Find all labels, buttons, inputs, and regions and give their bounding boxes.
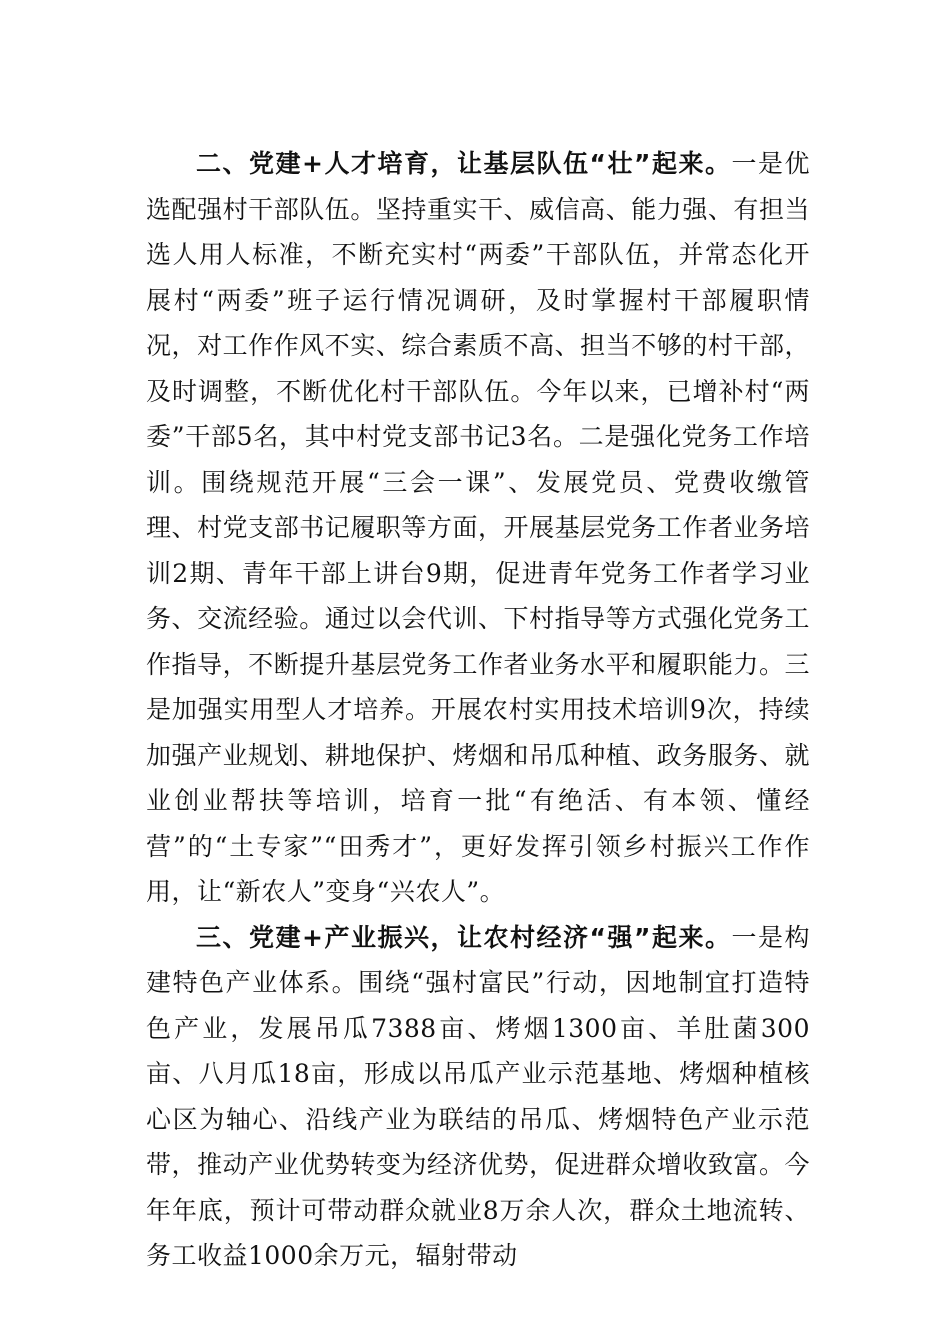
paragraph-body: 一是优选配强村干部队伍。坚持重实干、威信高、能力强、有担当选人用人标准，不断充实村“两委”干部队伍，并常态化开展村“两委”班子运行情况调研，及时掌握村干部履职情况，对工作作风不实、综合素质不高、担当不够的村干部，及时调整，不断优化村干部队伍。今年以来，已增补村“两委”干部5名，其中村党支部书记3名。二是强化党务工作培训。围绕规范开展“三会一课”、发展党员、党费收缴管理、村党支部书记履职等方面，开展基层党务工作者业务培训2期、青年干部上讲台9期，促进青年党务工作者学习业务、交流经验。通过以会代训、下村指导等方式强化党务工作指导，不断提升基层党务工作者业务水平和履职能力。三是加强实用型人才培养。开展农村实用技术培训9次，持续加强产业规划、耕地保护、烤烟和吊瓜种植、政务服务、就业创业帮扶等培训，培育一批“有绝活、有本领、懂经营”的“土专家”“田秀才”，更好发挥引领乡村振兴工作作用，让“新农人”变身“兴农人”。 — [146, 149, 810, 906]
paragraph-talent-cultivation — [146, 141, 810, 915]
document-body — [146, 141, 810, 1279]
paragraph-industry-revitalization — [146, 915, 810, 1279]
paragraph-body: 一是构建特色产业体系。围绕“强村富民”行动，因地制宜打造特色产业，发展吊瓜7388亩、烤烟1300亩、羊肚菌300亩、八月瓜18亩，形成以吊瓜产业示范基地、烤烟种植核心区为轴心、沿线产业为联结的吊瓜、烤烟特色产业示范带，推动产业优势转变为经济优势，促进群众增收致富。今年年底，预计可带动群众就业8万余人次，群众土地流转、务工收益1000余万元，辐射带动 — [146, 922, 810, 1270]
paragraph-heading: 三、党建+产业振兴，让农村经济“强”起来。 — [196, 922, 732, 952]
paragraph-heading: 二、党建+人才培育，让基层队伍“壮”起来。 — [196, 149, 732, 178]
